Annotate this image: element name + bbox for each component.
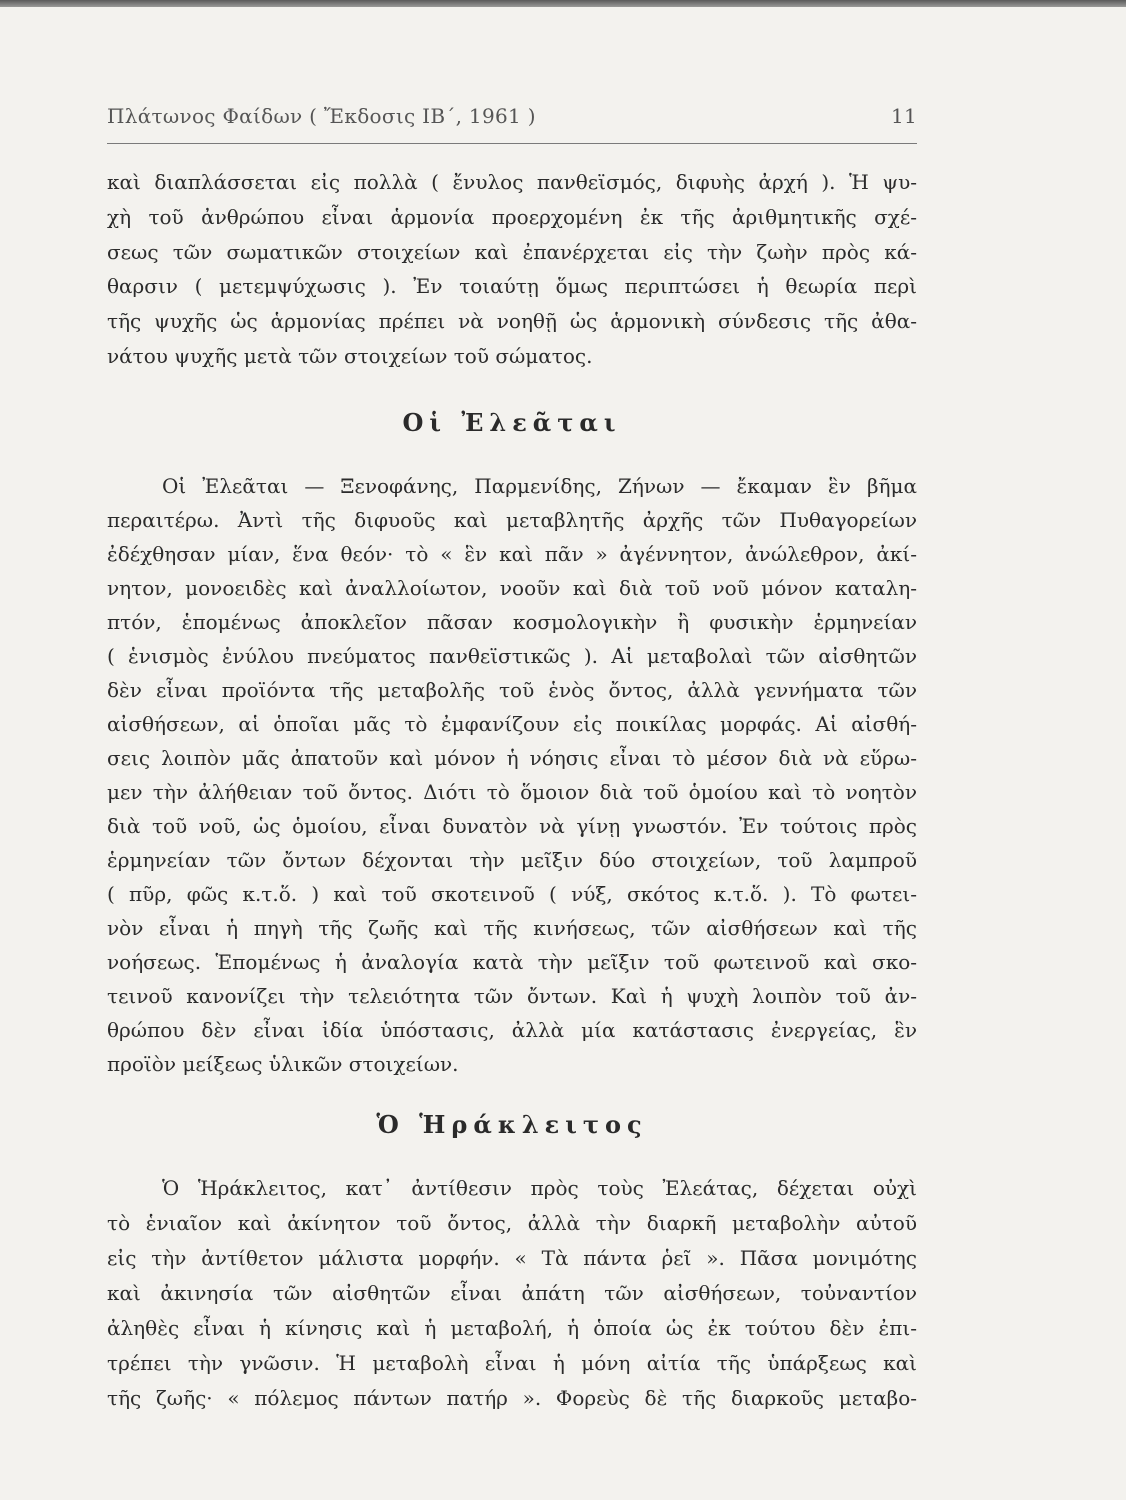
text-line: ( πῦρ, φῶς κ.τ.ὅ. ) καὶ τοῦ σκοτεινοῦ ( νύξ, σκότος κ.τ.ὅ. ). Τὸ φωτει- xyxy=(107,882,917,906)
text-line: ἑρμηνείαν τῶν ὄντων δέχονται τὴν μεῖξιν δύο στοιχείων, τοῦ λαμπροῦ xyxy=(107,848,917,872)
text-line: ἀληθὲς εἶναι ἡ κίνησις καὶ ἡ μεταβολή, ἡ ὁποία ὡς ἐκ τούτου δὲν ἐπι- xyxy=(107,1316,917,1340)
text-line: τὸ ἑνιαῖον καὶ ἀκίνητον τοῦ ὄντος, ἀλλὰ τὴν διαρκῆ μεταβολὴν αὐτοῦ xyxy=(107,1211,917,1235)
text-line: θαρσιν ( μετεμψύχωσις ). Ἐν τοιαύτῃ ὅμως περιπτώσει ἡ θεωρία περὶ xyxy=(107,274,917,298)
section-heading-eleatai: Οἱ Ἐλεᾶται xyxy=(402,408,622,437)
running-head-title: Πλάτωνος Φαίδων ( Ἔκδοσις ΙΒ΄, 1961 ) xyxy=(107,104,536,128)
text-line: ἐδέχθησαν μίαν, ἕνα θεόν· τὸ « ἓν καὶ πᾶν » ἀγέννητον, ἀνώλεθρον, ἀκί- xyxy=(107,542,917,566)
text-line: περαιτέρω. Ἀντὶ τῆς διφυοῦς καὶ μεταβλητῆς ἀρχῆς τῶν Πυθαγορείων xyxy=(107,508,917,532)
scan-top-edge xyxy=(0,0,1126,7)
text-line: καὶ διαπλάσσεται εἰς πολλὰ ( ἔνυλος πανθεϊσμός, διφυὴς ἀρχή ). Ἡ ψυ- xyxy=(107,170,917,194)
text-line: νάτου ψυχῆς μετὰ τῶν στοιχείων τοῦ σώματος. xyxy=(107,344,593,368)
text-line: πτόν, ἑπομένως ἀποκλεῖον πᾶσαν κοσμολογικὴν ἢ φυσικὴν ἑρμηνείαν xyxy=(107,610,917,634)
text-line: δὲν εἶναι προϊόντα τῆς μεταβολῆς τοῦ ἑνὸς ὄντος, ἀλλὰ γεννήματα τῶν xyxy=(107,678,917,702)
text-line: τεινοῦ κανονίζει τὴν τελειότητα τῶν ὄντων. Καὶ ἡ ψυχὴ λοιπὸν τοῦ ἀν- xyxy=(107,984,917,1008)
text-line: σεις λοιπὸν μᾶς ἀπατοῦν καὶ μόνον ἡ νόησις εἶναι τὸ μέσον διὰ νὰ εὕρω- xyxy=(107,746,917,770)
text-line: προϊὸν μείξεως ὑλικῶν στοιχείων. xyxy=(107,1052,459,1076)
text-line: αἰσθήσεων, αἱ ὁποῖαι μᾶς τὸ ἐμφανίζουν εἰς ποικίλας μορφάς. Αἱ αἰσθή- xyxy=(107,712,917,736)
text-line: διὰ τοῦ νοῦ, ὡς ὁμοίου, εἶναι δυνατὸν νὰ γίνῃ γνωστόν. Ἐν τούτοις πρὸς xyxy=(107,814,917,838)
text-line: νοήσεως. Ἑπομένως ἡ ἀναλογία κατὰ τὴν μεῖξιν τοῦ φωτεινοῦ καὶ σκο- xyxy=(107,950,917,974)
text-line: τῆς ψυχῆς ὡς ἁρμονίας πρέπει νὰ νοηθῇ ὡς ἁρμονικὴ σύνδεσις τῆς ἀθα- xyxy=(107,309,917,333)
text-line: Ὁ Ἡράκλειτος, κατ᾽ ἀντίθεσιν πρὸς τοὺς Ἐλεάτας, δέχεται οὐχὶ xyxy=(162,1176,917,1200)
text-line: τῆς ζωῆς· « πόλεμος πάντων πατήρ ». Φορεὺς δὲ τῆς διαρκοῦς μεταβο- xyxy=(107,1386,917,1410)
text-line: εἰς τὴν ἀντίθετον μάλιστα μορφήν. « Τὰ πάντα ῥεῖ ». Πᾶσα μονιμότης xyxy=(107,1246,917,1270)
text-line: μεν τὴν ἀλήθειαν τοῦ ὄντος. Διότι τὸ ὅμοιον διὰ τοῦ ὁμοίου καὶ τὸ νοητὸν xyxy=(107,780,917,804)
text-line: θρώπου δὲν εἶναι ἰδία ὑπόστασις, ἀλλὰ μία κατάστασις ἐνεργείας, ἓν xyxy=(107,1018,917,1042)
page-number: 11 xyxy=(890,104,917,128)
header-rule xyxy=(107,143,917,144)
text-line: ( ἑνισμὸς ἐνύλου πνεύματος πανθεϊστικῶς ). Αἱ μεταβολαὶ τῶν αἰσθητῶν xyxy=(107,644,917,668)
text-line: καὶ ἀκινησία τῶν αἰσθητῶν εἶναι ἀπάτη τῶν αἰσθήσεων, τοὐναντίον xyxy=(107,1281,917,1305)
text-line: Οἱ Ἐλεᾶται — Ξενοφάνης, Παρμενίδης, Ζήνων — ἔκαμαν ἓν βῆμα xyxy=(162,474,917,498)
text-line: χὴ τοῦ ἀνθρώπου εἶναι ἁρμονία προερχομένη ἐκ τῆς ἀριθμητικῆς σχέ- xyxy=(107,205,917,229)
text-line: νὸν εἶναι ἡ πηγὴ τῆς ζωῆς καὶ τῆς κινήσεως, τῶν αἰσθήσεων καὶ τῆς xyxy=(107,916,917,940)
section-heading-herakleitos: Ὁ Ἡράκλειτος xyxy=(376,1110,648,1139)
running-head xyxy=(107,104,917,128)
text-line: σεως τῶν σωματικῶν στοιχείων καὶ ἐπανέρχεται εἰς τὴν ζωὴν πρὸς κά- xyxy=(107,240,917,264)
text-line: νητον, μονοειδὲς καὶ ἀναλλοίωτον, νοοῦν καὶ διὰ τοῦ νοῦ μόνον καταλη- xyxy=(107,576,917,600)
text-line: τρέπει τὴν γνῶσιν. Ἡ μεταβολὴ εἶναι ἡ μόνη αἰτία τῆς ὑπάρξεως καὶ xyxy=(107,1351,917,1375)
